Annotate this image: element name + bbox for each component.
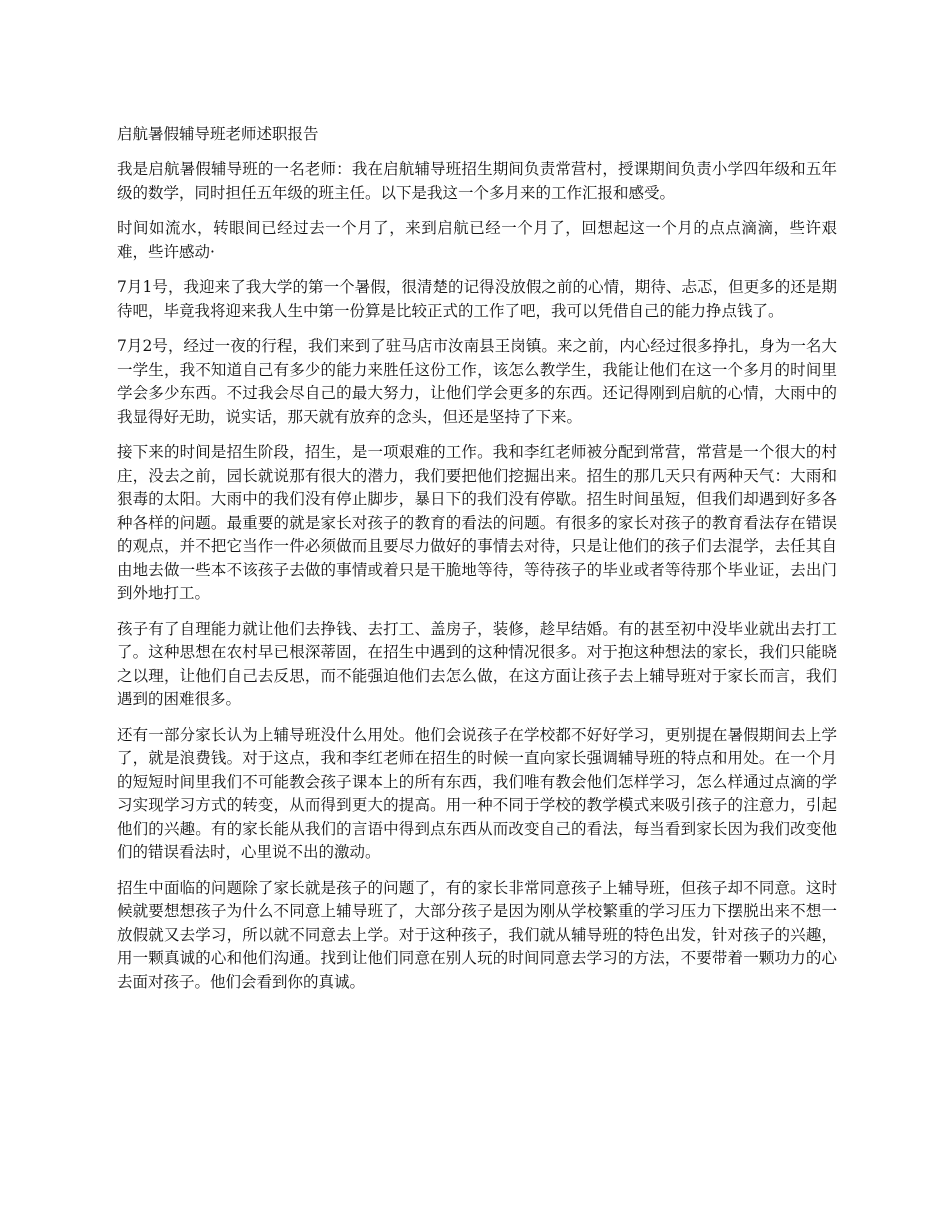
document-title: 启航暑假辅导班老师述职报告 (117, 125, 319, 143)
paragraph-parent-views: 孩子有了自理能力就让他们去挣钱、去打工、盖房子，装修，趁早结婚。有的甚至初中没毕业就出去打工了。这种思想在农村早已根深蒂固，在招生中遇到的这种情况很多。对于抱这种想法的家长，我们只能晓之以理，让他们自己去反思，而不能强迫他们去怎么做，在这方面让孩子去上辅导班对于家长而言，我们遇到的困难很多。 (117, 619, 837, 708)
document-page (117, 124, 837, 1006)
paragraph-intro: 我是启航暑假辅导班的一名老师：我在启航辅导班招生期间负责常营村，授课期间负责小学四年级和五年级的数学，同时担任五年级的班主任。以下是我这一个多月来的工作汇报和感受。 (117, 160, 837, 202)
paragraph-reflection: 时间如流水，转眼间已经过去一个月了，来到启航已经一个月了，回想起这一个月的点点滴滴，些许艰难，些许感动· (117, 219, 837, 261)
paragraph-usefulness: 还有一部分家长认为上辅导班没什么用处。他们会说孩子在学校都不好好学习，更别提在暑假期间去上学了，就是浪费钱。对于这点，我和李红老师在招生的时候一直向家长强调辅导班的特点和用处。在一个月的短短时间里我们不可能教会孩子课本上的所有东西，我们唯有教会他们怎样学习，怎么样通过点滴的学习实现学习方式的转变，从而得到更大的提高。用一种不同于学校的教学模式来吸引孩子的注意力，引起他们的兴趣。有的家长能从我们的言语中得到点东西从而改变自己的看法，每当看到家长因为我们改变他们的错误看法时，心里说不出的激动。 (117, 725, 837, 861)
paragraph-july-1: 7月1号，我迎来了我大学的第一个暑假，很清楚的记得没放假之前的心情，期待、忐忑，但更多的还是期待吧，毕竟我将迎来我人生中第一份算是比较正式的工作了吧，我可以凭借自己的能力挣点钱了。 (117, 278, 837, 320)
paragraph-children: 招生中面临的问题除了家长就是孩子的问题了，有的家长非常同意孩子上辅导班，但孩子却不同意。这时候就要想想孩子为什么不同意上辅导班了，大部分孩子是因为刚从学校繁重的学习压力下摆脱出来不想一放假就又去学习，所以就不同意去上学。对于这种孩子，我们就从辅导班的特色出发，针对孩子的兴趣，用一颗真诚的心和他们沟通。找到让他们同意在别人玩的时间同意去学习的方法，不要带着一颗功力的心去面对孩子。他们会看到你的真诚。 (117, 878, 837, 991)
paragraph-july-2: 7月2号，经过一夜的行程，我们来到了驻马店市汝南县王岗镇。来之前，内心经过很多挣扎，身为一名大一学生，我不知道自己有多少的能力来胜任这份工作，该怎么教学生，我能让他们在这一个多月的时间里学会多少东西。不过我会尽自己的最大努力，让他们学会更多的东西。还记得刚到启航的心情，大雨中的我显得好无助，说实话，那天就有放弃的念头，但还是坚持了下来。 (117, 337, 837, 426)
paragraph-recruitment: 接下来的时间是招生阶段，招生，是一项艰难的工作。我和李红老师被分配到常营，常营是一个很大的村庄，没去之前，园长就说那有很大的潜力，我们要把他们挖掘出来。招生的那几天只有两种天气：大雨和狠毒的太阳。大雨中的我们没有停止脚步，暴日下的我们没有停歇。招生时间虽短，但我们却遇到好多各种各样的问题。最重要的就是家长对孩子的教育的看法的问题。有很多的家长对孩子的教育看法存在错误的观点，并不把它当作一件必须做而且要尽力做好的事情去对待，只是让他们的孩子们去混学，去任其自由地去做一些本不该孩子去做的事情或着只是干脆地等待，等待孩子的毕业或者等待那个毕业证，去出门到外地打工。 (117, 443, 837, 602)
